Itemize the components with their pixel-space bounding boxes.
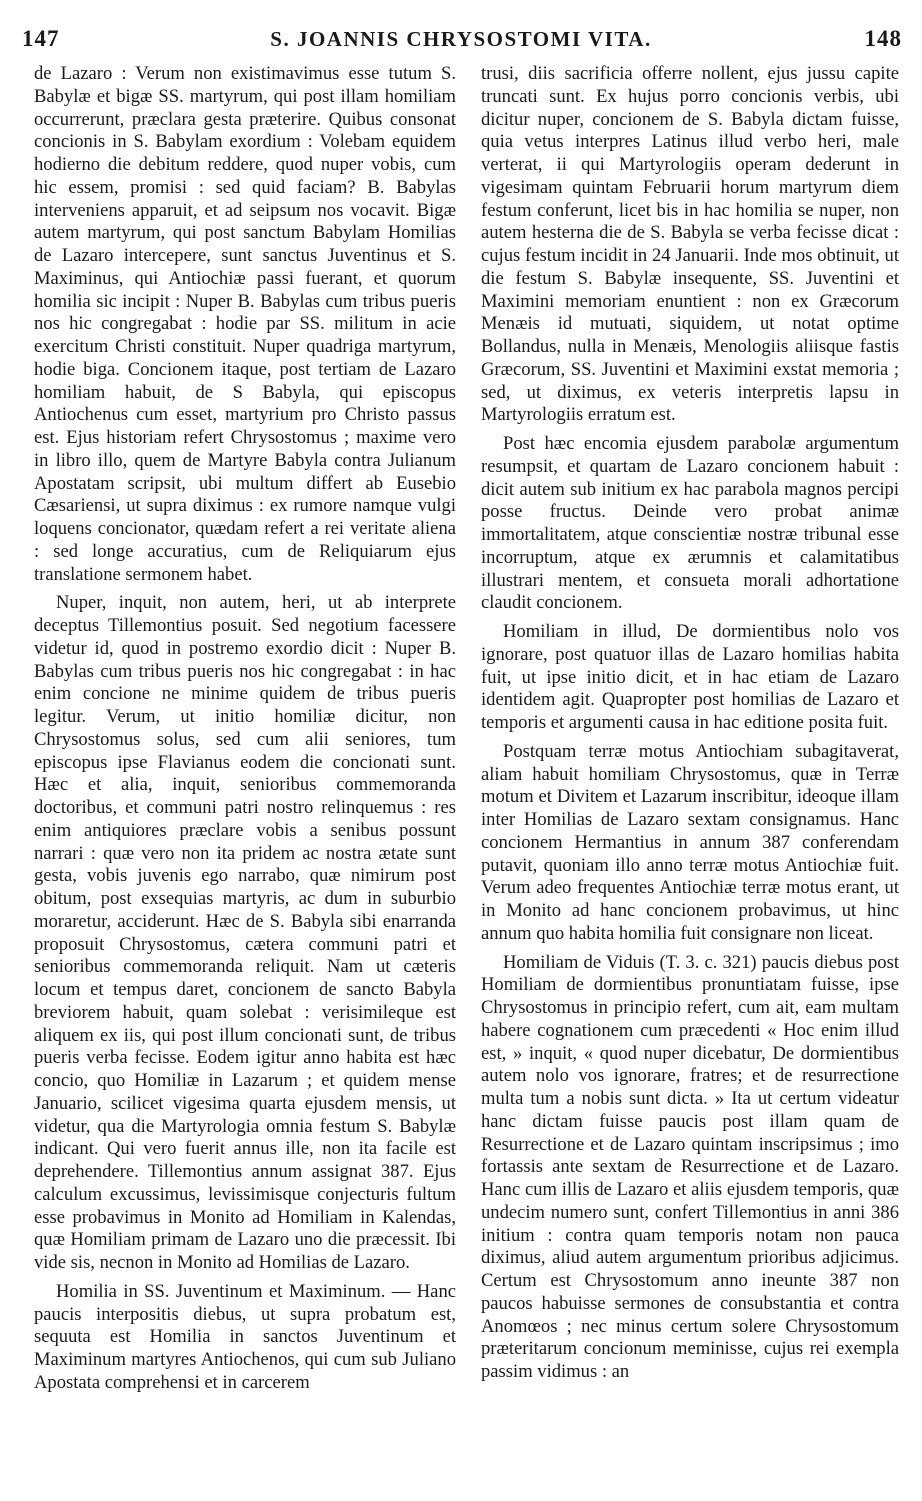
running-title: S. JOANNIS CHRYSOSTOMI VITA. [270, 27, 652, 51]
right-column [481, 63, 899, 1390]
paragraph: Nuper, inquit, non autem, heri, ut ab interprete deceptus Tillemontius posuit. Sed negotium facessere videtur id, quod in postremo exordio dicit : Nuper B. Babylas cum tribus pueris nos hic congregabat : in hac enim concione ne minime quidem de tribus pueris legitur. Verum, ut initio homiliæ dicitur, non Chrysostomus solus, sed cum alii seniores, tum episcopus ipse Flavianus eodem die concionati sunt. Hæc et alia, inquit, senioribus commemoranda doctoribus, et communi patri nostro relinquemus : res enim antiquiores præclare vobis a senibus possunt narrari : quæ vero non ita pridem ac nostra ætate sunt gesta, vobis juvenis ego narrabo, quæ nimirum post obitum, post exsequias martyris, ac dum in suburbio moraretur, acciderunt. Hæc de S. Babyla sibi enarranda proposuit Chrysostomus, cætera communi patri et senioribus commemoranda reliquit. Nam ut cæteris locum et tempus daret, concionem de sancto Babyla breviorem habuit, quam solebat : verisimileque est aliquem ex iis, qui post illum concionati sunt, de tribus pueris verba fecisse. Eodem igitur anno habita est hæc concio, quo Homiliæ in Lazarum ; et quidem mense Januario, scilicet vigesima quarta ejusdem mensis, ut videtur, qua die Martyrologia omnia festum S. Babylæ indicant. Qui vero fuerit annus ille, non ita facile est deprehendere. Tillemontius annum assignat 387. Ejus calculum excussimus, levissimisque conjecturis fultum esse probavimus in Monito ad Homiliam in Kalendas, quæ Homiliam primam de Lazaro uno die præcessit. Ibi vide sis, necnon in Monito ad Homilias de Lazaro. [34, 592, 456, 1273]
paragraph: Post hæc encomia ejusdem parabolæ argumentum resumpsit, et quartam de Lazaro concionem habuit : dicit autem sub initium ex hac parabola magnos percipi posse fructus. Deinde vero probat animæ immortalitatem, atque conscientiæ nostræ tribunal esse incorruptum, atque ex ærumnis et calamitatibus illustrari mentem, et consueta morali adhortatione claudit concionem. [481, 433, 899, 614]
paragraph: Homilia in SS. Juventinum et Maximinum. — Hanc paucis interpositis diebus, ut supra probatum est, sequuta est Homilia in sanctos Juventinum et Maximinum martyres Antiochenos, qui cum sub Juliano Apostata comprehensi et in carcerem [34, 1280, 456, 1393]
page-number-left: 147 [22, 26, 60, 51]
paragraph: trusi, diis sacrificia offerre nollent, ejus jussu capite truncati sunt. Ex hujus porro concionis verbis, ubi dicitur nuper, concionem de S. Babyla dictam fuisse, quia vetus interpres Latinus illud verbo heri, male verterat, ii qui Martyrologiis operam dederunt in vigesimam quintam Februarii horum martyrum diem festum conferunt, licet bis in hac homilia se nuper, non autem hesterna die de S. Babyla se verba fecisse dicat : cujus festum incidit in 24 Januarii. Inde mos obtinuit, ut die festum S. Babylæ insequente, SS. Juventini et Maximini memoriam enuntient : non ex Græcorum Menæis id mutuati, siquidem, ut notat optime Bollandus, nulla in Menæis, Menologiis aliisque fastis Græcorum, SS. Juventini et Maximini exstat memoria ; sed, ut diximus, ex veteris interpretis lapsu in Martyrologiis erratum est. [481, 63, 899, 426]
left-column [34, 63, 456, 1401]
paragraph: Postquam terræ motus Antiochiam subagitaverat, aliam habuit homiliam Chrysostomus, quæ in Terræ motum et Divitem et Lazarum inscribitur, ideoque illam inter Homilias de Lazaro sextam consignamus. Hanc concionem Hermantius in annum 387 conferendam putavit, quoniam illo anno terræ motus Antiochiæ fuit. Verum adeo frequentes Antiochiæ terræ motus erant, ut in Monito ad hanc concionem probavimus, ut hinc annum quo habita homilia fuit consignare non liceat. [481, 740, 899, 944]
paragraph: Homiliam de Viduis (T. 3. c. 321) paucis diebus post Homiliam de dormientibus pronuntiatam fuisse, ipse Chrysostomus in principio refert, cum ait, eam multam habere cognationem cum præcedenti « Hoc enim illud est, » inquit, « quod nuper dicebatur, De dormientibus autem nolo vos ignorare, fratres; et de resurrectione multa tum a nobis sunt dicta. » Ita ut certum videatur hanc dictam fuisse paucis post illam quam de Resurrectione et de Lazaro quintam inscripsimus ; imo fortassis ante sextam de Resurrectione et de Lazaro. Hanc cum illis de Lazaro et aliis ejusdem temporis, quæ undecim numero sunt, confert Tillemontius in anni 386 initium : contra quam temporis notam non pauca diximus, aliud autem argumentum prioribus adjicimus. Certum est Chrysostomum anno ineunte 387 non paucos habuisse sermones de consubstantia et contra Anomœos ; nec minus certum solere Chrysostomum præteritarum concionum meminisse, cujus rei exempla passim vidimus : an [481, 951, 899, 1382]
page-header [0, 0, 922, 60]
paragraph: de Lazaro : Verum non existimavimus esse tutum S. Babylæ et bigæ SS. martyrum, qui post illam homiliam occurrerunt, præclara gesta præterire. Quibus consonat concionis in S. Babylam exordium : Volebam equidem hodierno die debitum reddere, quod nuper vobis, cum hic essem, promisi : sed quid faciam? B. Babylas interveniens apparuit, et ad seipsum nos vocavit. Bigæ autem martyrum, qui post sanctum Babylam Homilias de Lazaro intercepere, sunt sanctus Juventinus et S. Maximinus, qui Antiochiæ passi fuerant, et quorum homilia sic incipit : Nuper B. Babylas cum tribus pueris nos hic congregabat : hodie par SS. militum in acie exercitum Christi constituit. Nuper quadriga martyrum, hodie biga. Concionem itaque, post tertiam de Lazaro homiliam habuit, de S Babyla, qui episcopus Antiochenus cum esset, martyrium pro Christo passus est. Ejus historiam refert Chrysostomus ; maxime vero in libro illo, quem de Martyre Babyla contra Julianum Apostatam scripsit, ubi multum differt ab Eusebio Cæsariensi, ut supra diximus : ex rumore namque vulgi loquens concionator, quædam refert a rei veritate aliena : sed longe accuratius, cum de Reliquiarum ejus translatione sermonem habet. [34, 63, 456, 585]
paragraph: Homiliam in illud, De dormientibus nolo vos ignorare, post quatuor illas de Lazaro homilias habita fuit, ut ipse initio dicit, et in hac etiam de Lazaro identidem agit. Quapropter post homilias de Lazaro et temporis et argumenti causa in hac editione posita fuit. [481, 621, 899, 733]
page-number-right: 148 [864, 26, 902, 51]
